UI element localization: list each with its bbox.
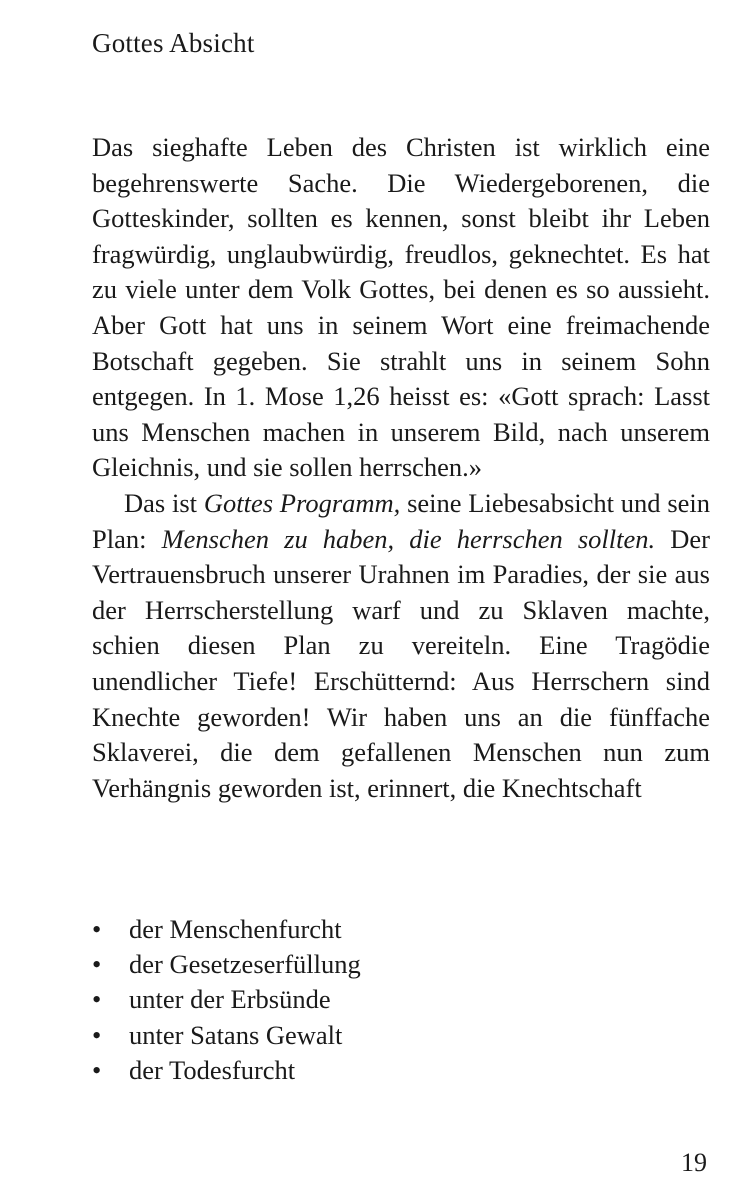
paragraph-2-emphasis-1: Gottes Programm, <box>203 487 401 518</box>
list-item-text: der Menschenfurcht <box>129 914 342 944</box>
bullet-marker: • <box>92 984 102 1015</box>
body-text <box>92 130 710 806</box>
chapter-heading: Gottes Absicht <box>92 28 255 58</box>
paragraph-2-emphasis-2: Menschen zu haben, die herrschen sollten. <box>161 523 656 554</box>
list-item <box>92 1053 692 1088</box>
list-item <box>92 947 692 982</box>
list-item-text: der Gesetzeserfüllung <box>129 949 361 980</box>
paragraph-2-text-2: seine Liebesabsicht und sein Plan: <box>92 487 710 554</box>
paragraph-1: Das sieghafte Leben des Christen ist wirklich eine begehrenswerte Sache. Die Wiedergeborenen, die Gotteskinder, sollten es kennen, sonst bleibt ihr Leben fragwürdig, unglaubwürdig, freudlos, geknechtet. Es hat zu viele unter dem Volk Gottes, bei denen es so aussieht. Aber Gott hat uns in seinem Wort eine freimachende Botschaft gegeben. Sie strahlt uns in seinem Sohn entgegen. In 1. Mose 1,26 heisst es: «Gott sprach: Lasst uns Menschen machen in unserem Bild, nach unserem Gleichnis, und sie sollen herrschen.» <box>92 132 710 483</box>
list-item <box>92 1018 692 1053</box>
bullet-marker: • <box>92 1054 102 1085</box>
page-number: 19 <box>681 1148 707 1177</box>
bullet-marker: • <box>92 949 102 980</box>
list-item <box>92 912 692 947</box>
paragraph-2-text-3: Der Vertrauensbruch unserer Urahnen im Paradies, der sie aus der Herrscherstellung warf und zu Sklaven machte, schien diesen Plan zu vereiteln. Eine Tragödie unendlicher Tiefe! Erschütternd: Aus Herrschern sind Knechte geworden! Wir haben uns an die fünffache Sklaverei, die dem gefallenen Menschen nun zum Verhängnis geworden ist, erinnert, die Knechtschaft <box>92 523 710 803</box>
bullet-marker: • <box>92 914 102 944</box>
list-item <box>92 982 692 1017</box>
bullet-list <box>92 912 692 1088</box>
list-item-text: der Todesfurcht <box>129 1054 296 1085</box>
list-item-text: unter Satans Gewalt <box>129 1019 343 1050</box>
bullet-marker: • <box>92 1019 102 1050</box>
paragraph-2 <box>92 486 710 806</box>
paragraph-2-text-1: Das ist <box>124 487 204 518</box>
list-item-text: unter der Erbsünde <box>129 984 331 1015</box>
